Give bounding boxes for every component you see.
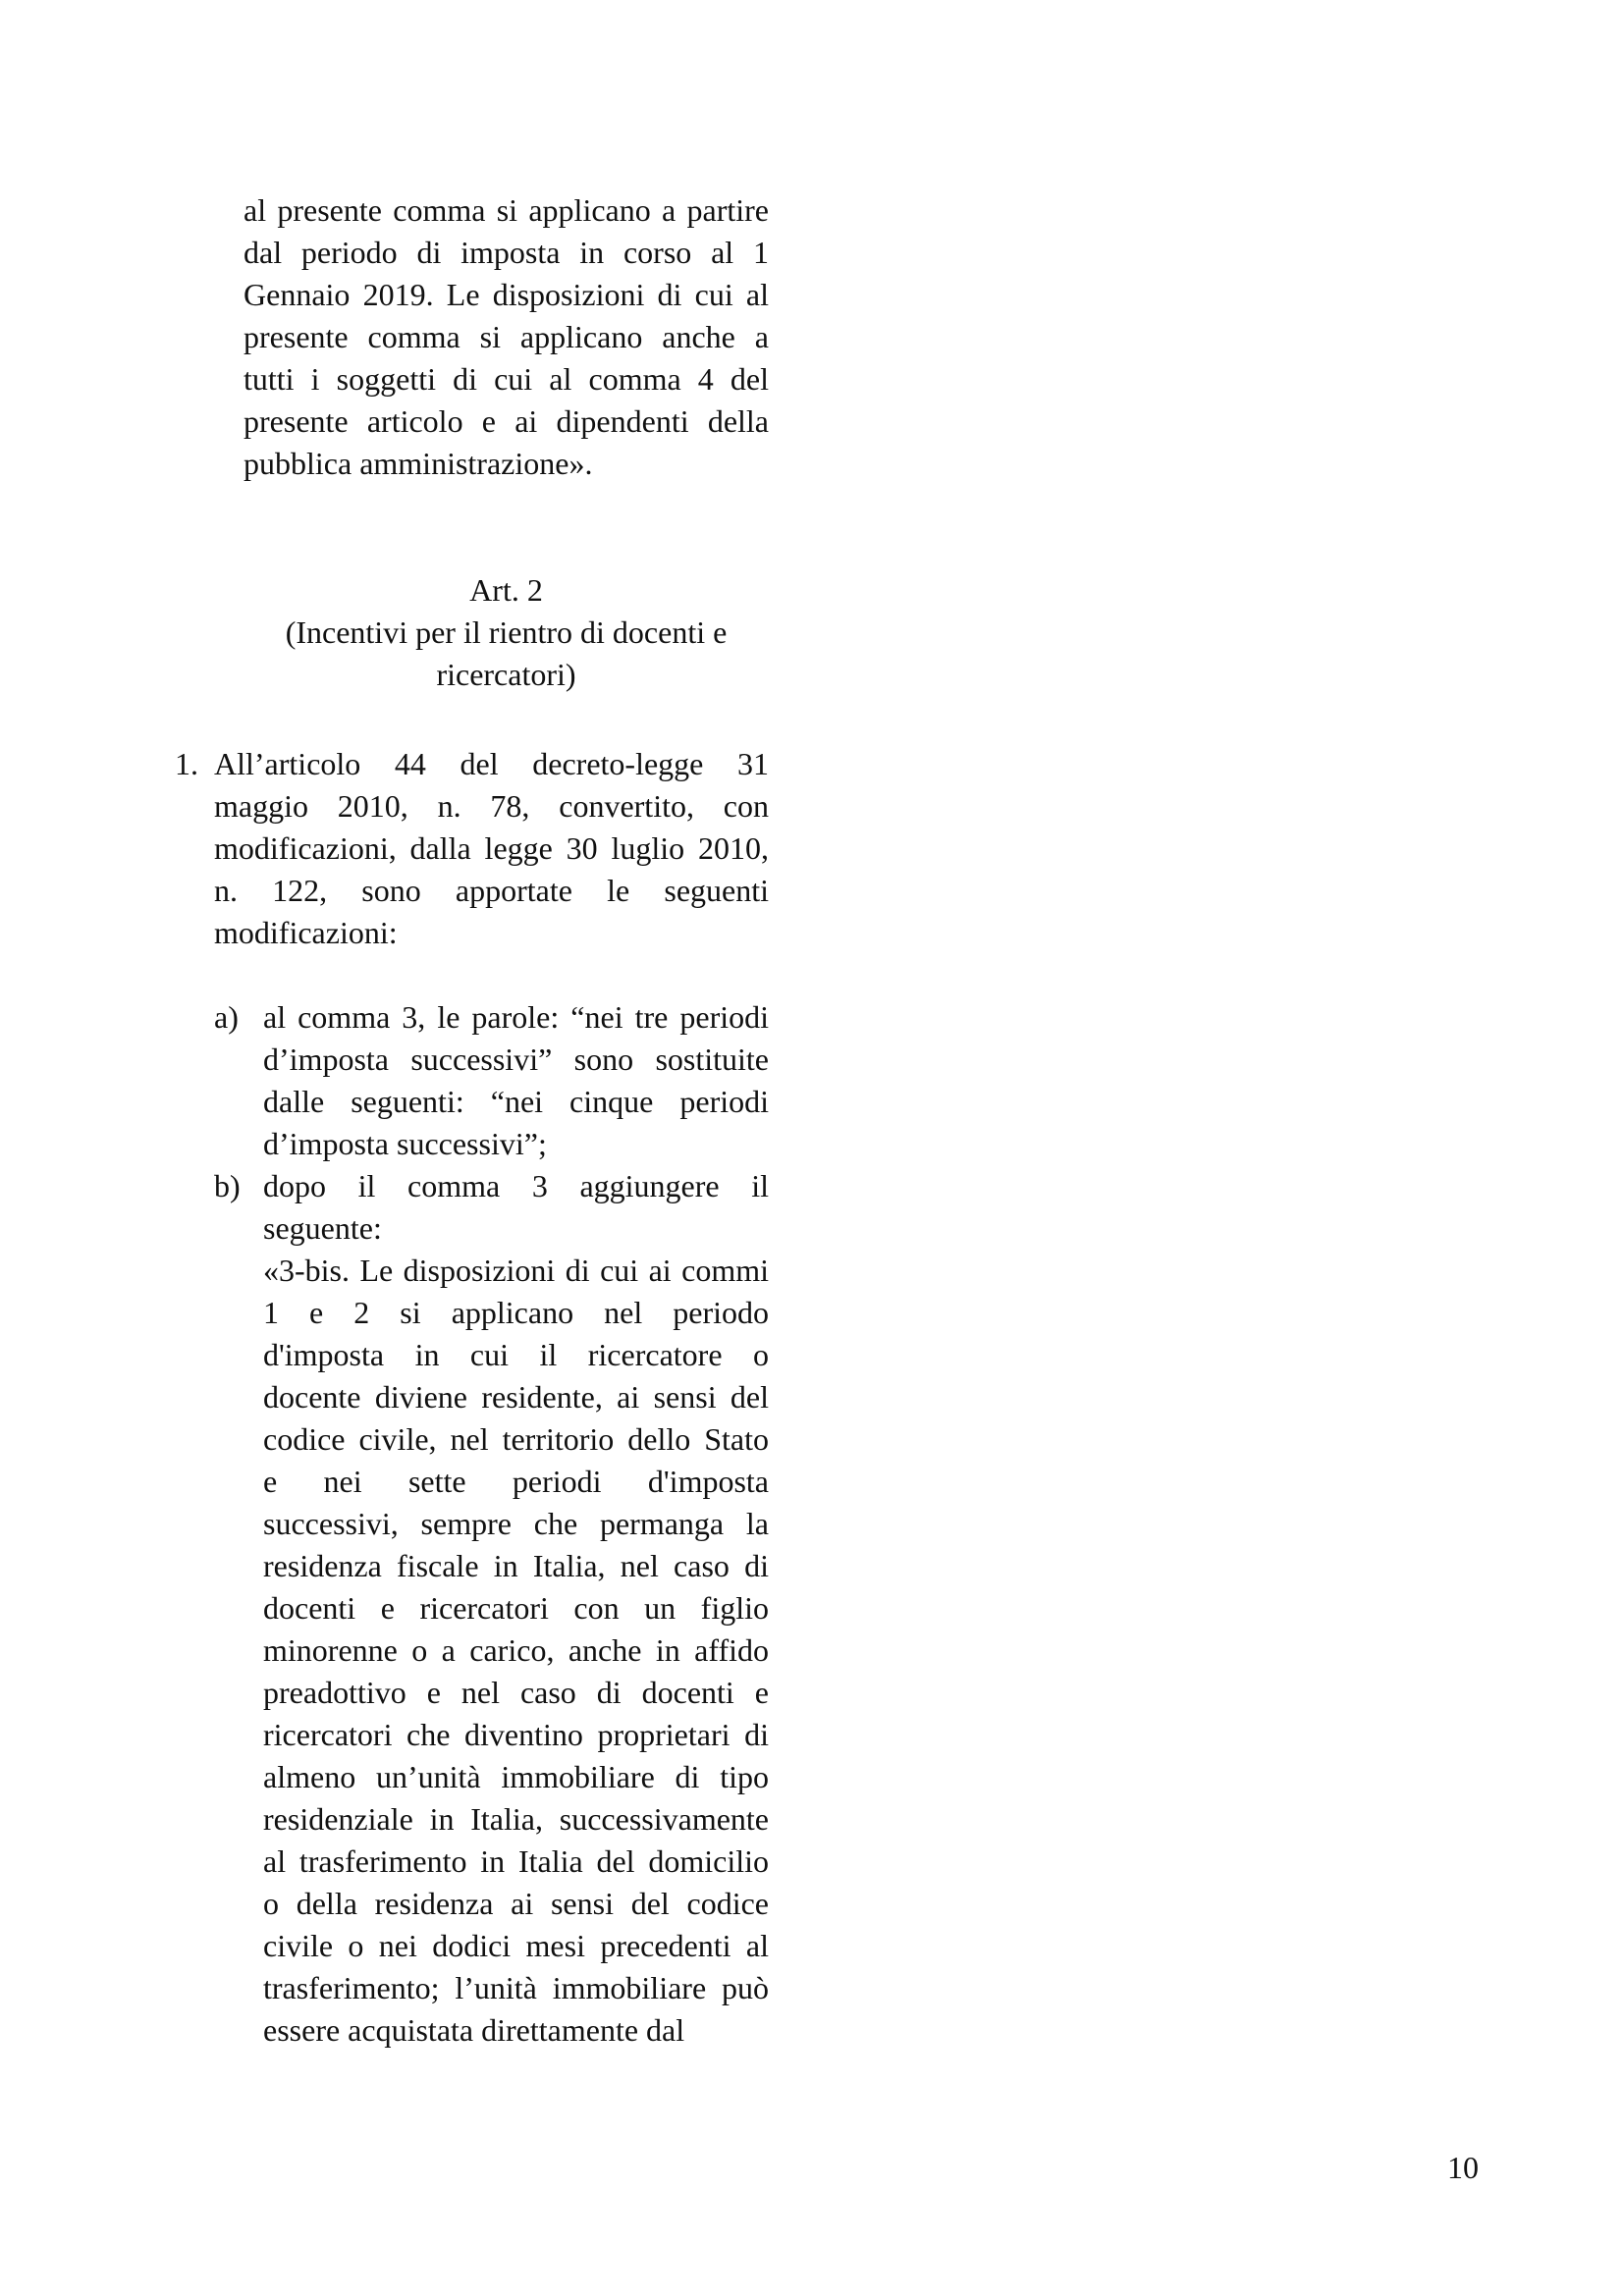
list-item-line: modificazioni: xyxy=(214,915,398,950)
list-item-line: residenza fiscale in Italia, nel caso di xyxy=(263,1548,769,1583)
list-item-line: trasferimento; l’unità immobiliare può xyxy=(263,1970,769,2005)
paragraph-line: Gennaio 2019. Le disposizioni di cui al xyxy=(244,277,769,312)
paragraph-line: pubblica amministrazione». xyxy=(244,446,593,481)
paragraph-line: presente articolo e ai dipendenti della xyxy=(244,403,769,439)
list-item-line: ricercatori che diventino proprietari di xyxy=(263,1717,769,1752)
paragraph-line: presente comma si applicano anche a xyxy=(244,319,769,354)
list-item-line: «3-bis. Le disposizioni di cui ai commi xyxy=(263,1253,769,1288)
paragraph-line: dal periodo di imposta in corso al 1 xyxy=(244,235,769,270)
list-marker: 1. xyxy=(175,746,198,781)
list-item-line: al comma 3, le parole: “nei tre periodi xyxy=(263,999,769,1035)
paragraph-line: al presente comma si applicano a partire xyxy=(244,192,769,228)
list-item-line: dopo il comma 3 aggiungere il xyxy=(263,1168,769,1203)
list-item-line: d’imposta successivi” sono sostituite xyxy=(263,1041,769,1077)
list-item-line: minorenne o a carico, anche in affido xyxy=(263,1632,769,1668)
list-item-line: essere acquistata direttamente dal xyxy=(263,2012,685,2048)
list-item-line: d’imposta successivi”; xyxy=(263,1126,547,1161)
list-item-line: maggio 2010, n. 78, convertito, con xyxy=(214,788,769,824)
paragraph-line: tutti i soggetti di cui al comma 4 del xyxy=(244,361,769,397)
list-item-line: All’articolo 44 del decreto-legge 31 xyxy=(214,746,769,781)
list-item-line: docenti e ricercatori con un figlio xyxy=(263,1590,769,1626)
list-item-line: docente diviene residente, ai sensi del xyxy=(263,1379,769,1415)
page-number: 10 xyxy=(1447,2150,1479,2185)
list-item-line: preadottivo e nel caso di docenti e xyxy=(263,1675,769,1710)
list-item-line: al trasferimento in Italia del domicilio xyxy=(263,1843,769,1879)
list-item-line: civile o nei dodici mesi precedenti al xyxy=(263,1928,769,1963)
article-title: (Incentivi per il rientro di docenti e xyxy=(285,614,728,650)
list-item-line: modificazioni, dalla legge 30 luglio 2010, xyxy=(214,830,769,866)
list-marker: b) xyxy=(214,1168,241,1203)
list-item-line: d'imposta in cui il ricercatore o xyxy=(263,1337,769,1372)
list-item-line: o della residenza ai sensi del codice xyxy=(263,1886,769,1921)
list-marker: a) xyxy=(214,999,239,1035)
list-item-line: dalle seguenti: “nei cinque periodi xyxy=(263,1084,769,1119)
list-item-line: e nei sette periodi d'imposta xyxy=(263,1464,769,1499)
list-item-line: residenziale in Italia, successivamente xyxy=(263,1801,769,1837)
list-item-line: seguente: xyxy=(263,1210,382,1246)
article-number: Art. 2 xyxy=(469,572,543,608)
list-item-line: successivi, sempre che permanga la xyxy=(263,1506,769,1541)
list-item-line: almeno un’unità immobiliare di tipo xyxy=(263,1759,769,1794)
list-item-line: n. 122, sono apportate le seguenti xyxy=(214,873,769,908)
article-title-continued: ricercatori) xyxy=(436,657,576,692)
list-item-line: codice civile, nel territorio dello Stato xyxy=(263,1421,769,1457)
list-item-line: 1 e 2 si applicano nel periodo xyxy=(263,1295,769,1330)
